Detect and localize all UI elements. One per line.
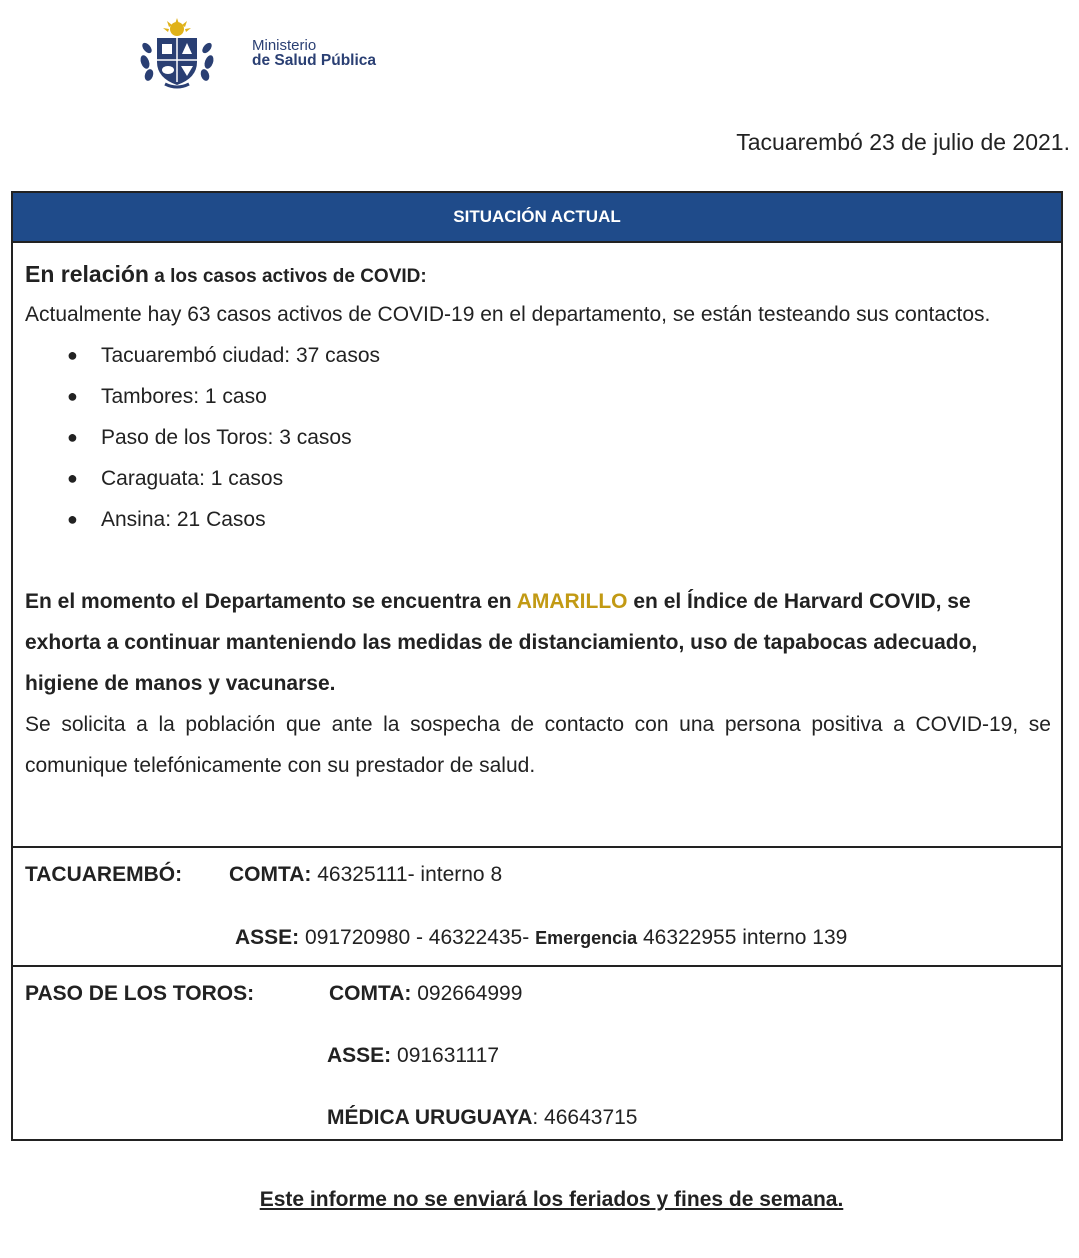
medica-label: MÉDICA URUGUAYA [327,1106,533,1129]
asse-label: ASSE: [235,926,300,949]
asse-value: 091720980 - 46322435- [299,926,536,949]
list-item [67,376,1051,417]
asse-label: ASSE: [327,1044,392,1067]
medica-value: : 46643715 [532,1106,638,1129]
bullet-icon: ● [67,509,78,529]
heading-rest: a los casos activos de COVID: [148,266,427,287]
notice-part2: en el Índice de Harvard COVID, se exhorta a continuar manteniendo las medidas de distanciamiento, uso de tapabocas adecuado, higiene de manos y vacunarse. [25,590,978,695]
bullet-icon: ● [67,345,78,365]
uruguay-coat-of-arms-icon [137,18,217,90]
ministry-name [252,38,376,68]
divider [13,846,1061,848]
list-item [67,499,1051,540]
box-title: SITUACIÓN ACTUAL [13,193,1061,243]
asse-contact [327,1044,499,1068]
ministry-header [137,18,437,90]
harvard-index-notice [25,581,1051,704]
bullet-icon: ● [67,468,78,488]
bullet-icon: ● [67,386,78,406]
list-item [67,458,1051,499]
intro-paragraph: Actualmente hay 63 casos activos de COVID-19 en el departamento, se están testeando sus contactos. [25,303,991,326]
ministry-line1: Ministerio [252,37,317,54]
comta-contact [329,982,522,1006]
contact-paso-city [25,982,254,1006]
comta-label: COMTA: [229,863,312,886]
ministry-line2: de Salud Pública [252,52,377,69]
contact-request-paragraph: Se solicita a la población que ante la sospecha de contacto con una persona positiva a COVID-19, se comunique telefónicamente con su prestador de salud. [25,713,1051,777]
section-heading [25,257,1051,294]
city-label: PASO DE LOS TOROS: [25,982,255,1005]
case-text: Caraguata: 1 casos [101,467,284,490]
medica-uruguaya-contact [327,1106,637,1130]
comta-value: 46325111- interno 8 [311,863,503,886]
emergency-label: Emergencia [535,928,638,948]
notice-part1: En el momento el Departamento se encuentra en [25,590,517,613]
comta-value: 092664999 [411,982,523,1005]
case-text: Tacuarembó ciudad: 37 casos [101,344,380,367]
asse-contact [235,926,847,950]
asse-value: 091631117 [391,1044,500,1067]
current-situation-box [11,191,1063,1141]
case-text: Ansina: 21 Casos [101,508,266,531]
list-item [67,417,1051,458]
report-date: Tacuarembó 23 de julio de 2021. [736,129,1070,155]
city-label: TACUAREMBÓ: [25,863,183,886]
comta-contact [229,863,502,887]
situation-content [25,257,1051,786]
contact-tacuarembo-comta [25,863,182,887]
emergency-value: 46322955 interno 139 [637,926,848,949]
case-text: Paso de los Toros: 3 casos [101,426,352,449]
case-text: Tambores: 1 caso [101,385,267,408]
list-item [67,335,1051,376]
status-color-word: AMARILLO [516,590,628,613]
bullet-icon: ● [67,427,78,447]
comta-label: COMTA: [329,982,412,1005]
cases-list [25,335,1051,540]
footer-note: Este informe no se enviará los feriados y fines de semana. [259,1188,844,1211]
divider [13,965,1061,967]
heading-big: En relación [25,261,149,287]
